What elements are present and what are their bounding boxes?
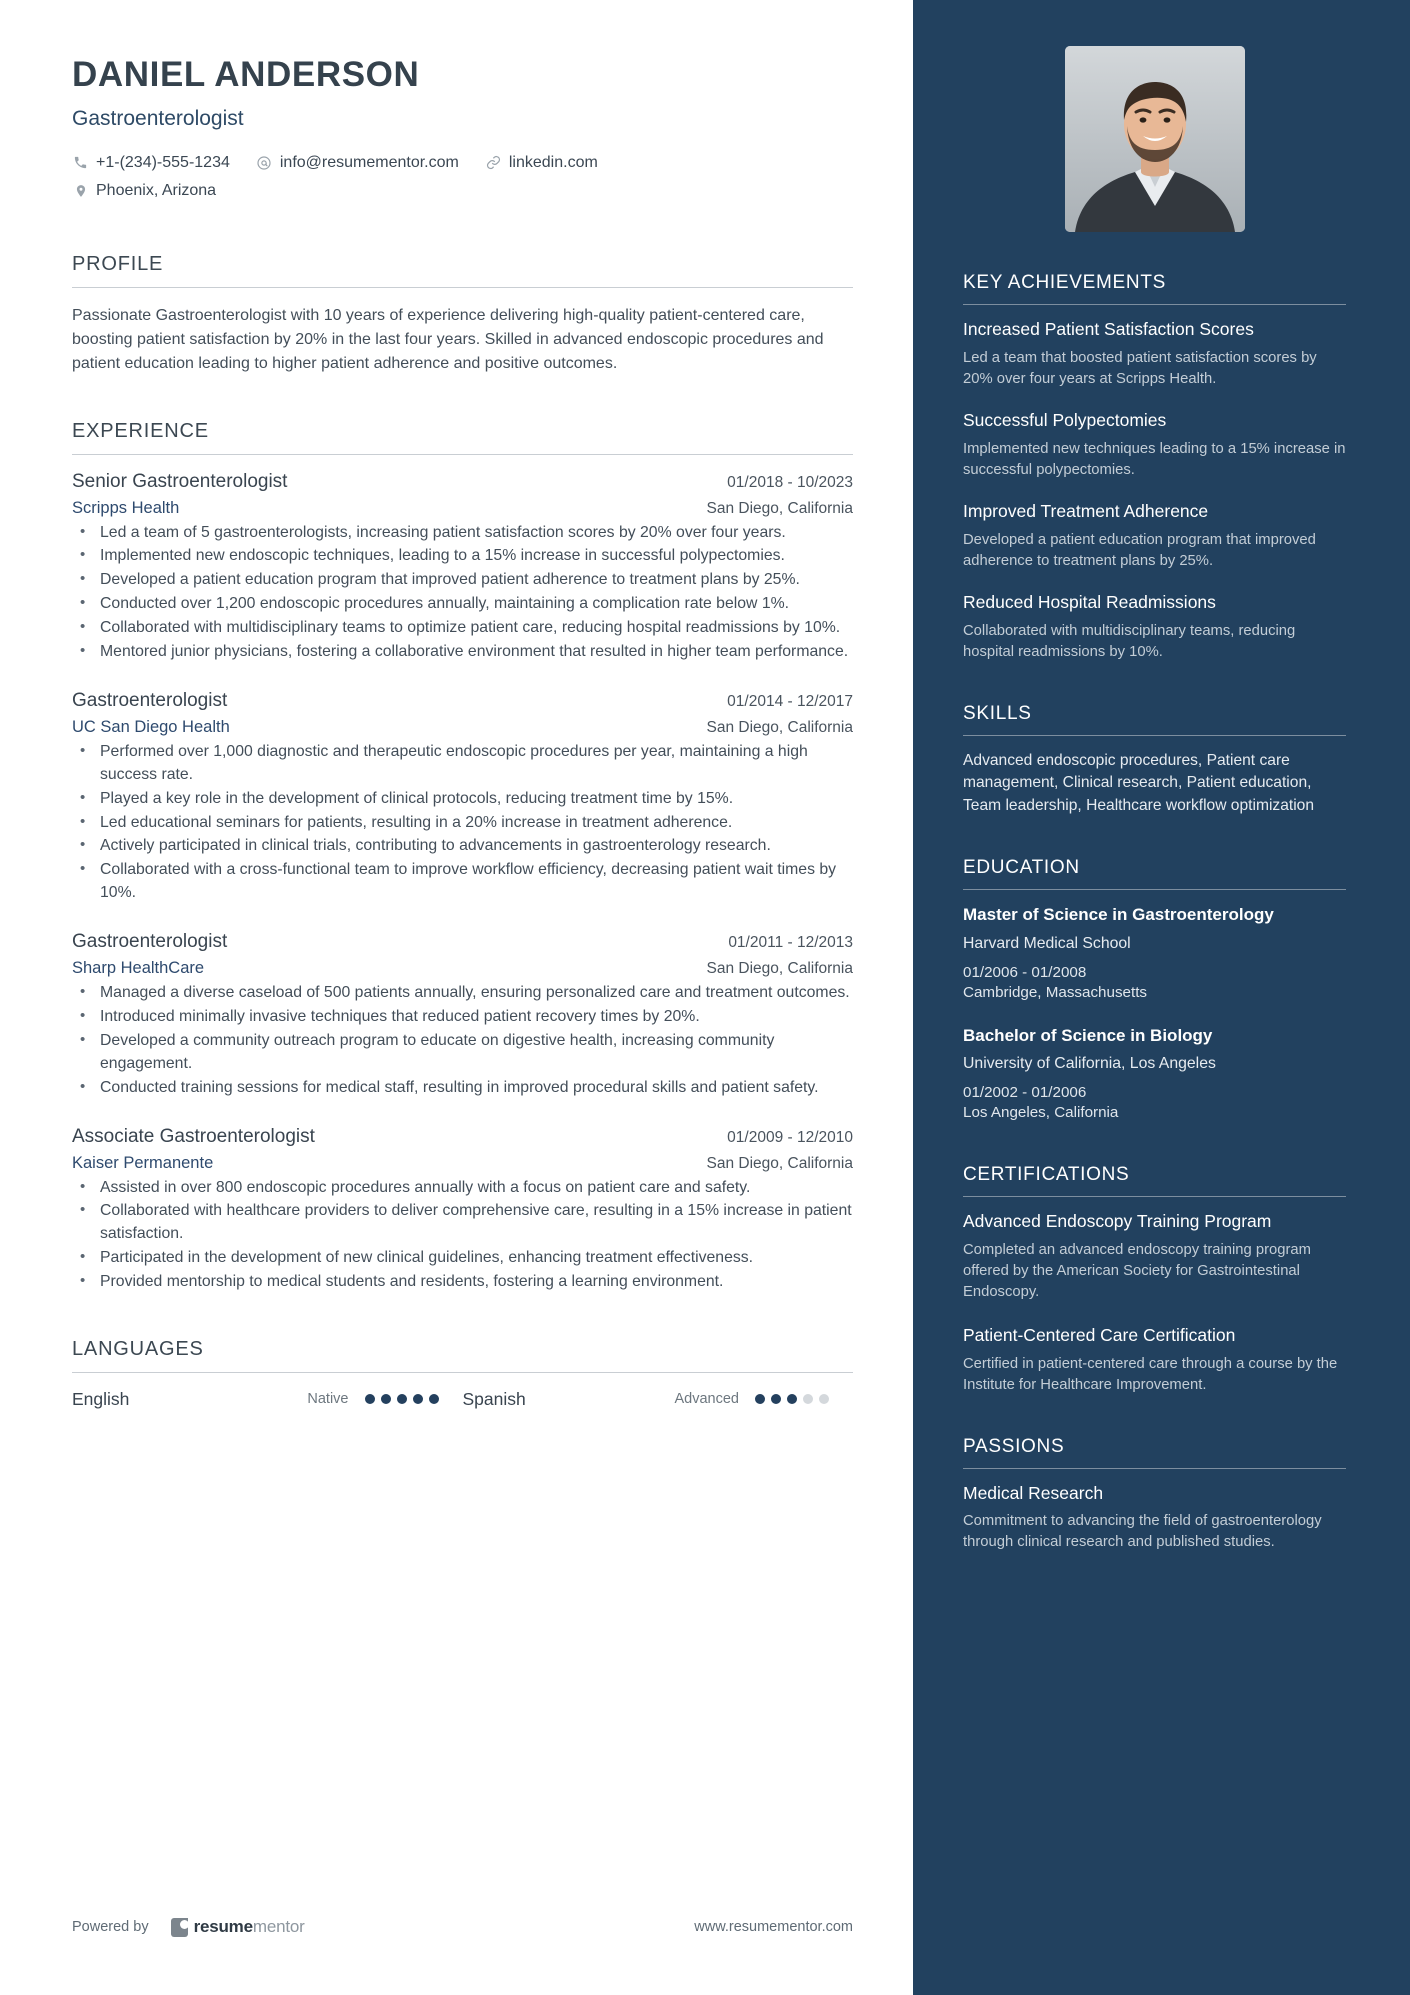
job-bullet: • Developed a community outreach program to educate on digestive health, increasing community engagement. bbox=[72, 1030, 853, 1076]
job-bullet: • Collaborated with healthcare providers to deliver comprehensive care, resulting in a 15% increase in patient satisfaction. bbox=[72, 1200, 853, 1246]
rating-dot bbox=[397, 1394, 407, 1404]
rating-dot bbox=[365, 1394, 375, 1404]
job-role: Gastroenterologist bbox=[72, 689, 228, 711]
job-role: Senior Gastroenterologist bbox=[72, 470, 288, 492]
job-dates: 01/2011 - 12/2013 bbox=[728, 934, 853, 952]
job-bullets bbox=[72, 982, 853, 1099]
job-bullet: • Managed a diverse caseload of 500 patients annually, ensuring personalized care and treatment outcomes. bbox=[72, 982, 853, 1005]
passion-item bbox=[963, 1483, 1346, 1553]
language-rating-dots bbox=[365, 1394, 439, 1404]
contact-info bbox=[72, 149, 853, 205]
languages-row bbox=[72, 1389, 853, 1410]
job-bullet: • Mentored junior physicians, fostering a collaborative environment that resulted in higher team performance. bbox=[72, 641, 853, 664]
passion-title: Medical Research bbox=[963, 1482, 1104, 1503]
rating-dot bbox=[787, 1394, 797, 1404]
job-bullet: • Provided mentorship to medical students and residents, fostering a learning environment. bbox=[72, 1271, 853, 1294]
job-bullet: • Conducted over 1,200 endoscopic procedures annually, maintaining a complication rate below 1%. bbox=[72, 593, 853, 616]
achievement-desc: Led a team that boosted patient satisfaction scores by 20% over four years at Scripps Health. bbox=[963, 349, 1317, 387]
resumementor-logo[interactable] bbox=[171, 1917, 305, 1937]
candidate-name: DANIEL ANDERSON bbox=[72, 55, 420, 94]
achievement-item bbox=[963, 410, 1346, 481]
job-location: San Diego, California bbox=[706, 1154, 853, 1172]
language-level: Native bbox=[307, 1391, 349, 1408]
job-bullet: • Participated in the development of new clinical guidelines, enhancing treatment effectiveness. bbox=[72, 1247, 853, 1270]
page-footer bbox=[72, 1917, 853, 1937]
education-location: Cambridge, Massachusetts bbox=[963, 984, 1148, 1002]
job-bullet: • Actively participated in clinical trials, contributing to advancements in gastroenterology research. bbox=[72, 835, 853, 858]
experience-item bbox=[72, 931, 853, 1099]
certification-item bbox=[963, 1325, 1346, 1396]
sidebar-column bbox=[913, 0, 1410, 1995]
portrait-illustration bbox=[1065, 46, 1245, 232]
certification-title: Patient-Centered Care Certification bbox=[963, 1324, 1236, 1345]
job-company: Kaiser Permanente bbox=[72, 1153, 214, 1172]
job-dates: 01/2014 - 12/2017 bbox=[727, 692, 853, 710]
language-level: Advanced bbox=[674, 1391, 739, 1408]
footer-website[interactable]: www.resumementor.com bbox=[694, 1919, 853, 1935]
resumementor-mark-icon bbox=[171, 1918, 188, 1937]
contact-link-text: linkedin.com bbox=[508, 153, 598, 171]
location-icon bbox=[72, 182, 89, 199]
certification-item bbox=[963, 1211, 1346, 1303]
job-role: Gastroenterologist bbox=[72, 931, 228, 953]
contact-email-text: info@resumementor.com bbox=[279, 153, 459, 171]
contact-phone-text: +1-(234)-555-1234 bbox=[96, 153, 230, 171]
profile-photo-wrap bbox=[963, 46, 1346, 232]
experience-section bbox=[72, 420, 853, 1294]
job-bullet: • Played a key role in the development of clinical protocols, reducing treatment time by 15%. bbox=[72, 788, 853, 811]
achievements-section bbox=[963, 272, 1346, 663]
job-bullet: • Collaborated with a cross-functional team to improve workflow efficiency, decreasing patient wait times by 10%. bbox=[72, 859, 853, 905]
profile-heading: PROFILE bbox=[72, 253, 853, 288]
job-dates: 01/2018 - 10/2023 bbox=[727, 473, 853, 491]
passions-section bbox=[963, 1436, 1346, 1553]
contact-email[interactable] bbox=[256, 149, 459, 177]
footer-branding bbox=[72, 1917, 305, 1937]
job-bullet: • Performed over 1,000 diagnostic and therapeutic endoscopic procedures per year, maintaining a high success rate. bbox=[72, 741, 853, 787]
education-school: University of California, Los Angeles bbox=[963, 1054, 1216, 1072]
education-location: Los Angeles, California bbox=[963, 1104, 1119, 1122]
skills-section bbox=[963, 703, 1346, 818]
job-bullet: • Led educational seminars for patients, resulting in a 20% increase in treatment adherence. bbox=[72, 812, 853, 835]
achievement-desc: Collaborated with multidisciplinary teams, reducing hospital readmissions by 10%. bbox=[963, 622, 1296, 660]
job-company: UC San Diego Health bbox=[72, 717, 230, 736]
email-icon bbox=[256, 154, 273, 171]
job-dates: 01/2009 - 12/2010 bbox=[727, 1128, 853, 1146]
job-location: San Diego, California bbox=[706, 718, 853, 736]
job-role: Associate Gastroenterologist bbox=[72, 1125, 315, 1147]
achievement-title: Improved Treatment Adherence bbox=[963, 500, 1209, 521]
achievements-heading: KEY ACHIEVEMENTS bbox=[963, 272, 1346, 305]
education-school: Harvard Medical School bbox=[963, 934, 1131, 952]
experience-item bbox=[72, 690, 853, 905]
job-bullet: • Conducted training sessions for medical staff, resulting in improved procedural skills and patient safety. bbox=[72, 1077, 853, 1100]
rating-dot bbox=[771, 1394, 781, 1404]
job-bullet: • Led a team of 5 gastroenterologists, increasing patient satisfaction scores by 20% over four years. bbox=[72, 522, 853, 545]
contact-link[interactable] bbox=[485, 149, 598, 177]
experience-item bbox=[72, 1126, 853, 1294]
achievement-title: Reduced Hospital Readmissions bbox=[963, 591, 1216, 612]
job-company: Scripps Health bbox=[72, 498, 180, 517]
achievement-title: Successful Polypectomies bbox=[963, 409, 1167, 430]
education-degree: Master of Science in Gastroenterology bbox=[963, 905, 1274, 925]
certifications-heading: CERTIFICATIONS bbox=[963, 1164, 1346, 1197]
languages-heading: LANGUAGES bbox=[72, 1338, 853, 1373]
education-dates: 01/2006 - 01/2008 bbox=[963, 963, 1087, 981]
skills-text: Advanced endoscopic procedures, Patient care management, Clinical research, Patient education, Team leadership, Healthcare workflow optimization bbox=[963, 751, 1315, 814]
achievement-desc: Developed a patient education program that improved adherence to treatment plans by 25%. bbox=[963, 531, 1316, 569]
languages-section bbox=[72, 1338, 853, 1410]
phone-icon bbox=[72, 154, 89, 171]
job-bullet: • Assisted in over 800 endoscopic procedures annually with a focus on patient care and safety. bbox=[72, 1177, 853, 1200]
achievement-desc: Implemented new techniques leading to a 15% increase in successful polypectomies. bbox=[963, 440, 1346, 478]
profile-section bbox=[72, 253, 853, 376]
rating-dot bbox=[803, 1394, 813, 1404]
experience-item bbox=[72, 471, 853, 664]
education-section bbox=[963, 857, 1346, 1124]
contact-phone[interactable] bbox=[72, 149, 230, 177]
contact-location-text: Phoenix, Arizona bbox=[96, 181, 217, 199]
job-bullets bbox=[72, 522, 853, 664]
certification-desc: Certified in patient-centered care through a course by the Institute for Healthcare Improvement. bbox=[963, 1355, 1338, 1393]
education-heading: EDUCATION bbox=[963, 857, 1346, 890]
job-bullets bbox=[72, 1177, 853, 1294]
achievement-item bbox=[963, 592, 1346, 663]
education-item bbox=[963, 1025, 1346, 1124]
rating-dot bbox=[381, 1394, 391, 1404]
education-degree: Bachelor of Science in Biology bbox=[963, 1025, 1213, 1045]
job-bullet: • Introduced minimally invasive techniques that reduced patient recovery times by 20%. bbox=[72, 1006, 853, 1029]
job-bullet: • Implemented new endoscopic techniques, leading to a 15% increase in successful polypectomies. bbox=[72, 545, 853, 568]
contact-location bbox=[72, 177, 216, 205]
certification-title: Advanced Endoscopy Training Program bbox=[963, 1210, 1272, 1231]
job-company: Sharp HealthCare bbox=[72, 959, 205, 978]
education-item bbox=[963, 904, 1346, 1003]
language-name: Spanish bbox=[462, 1388, 526, 1409]
language-item bbox=[72, 1389, 463, 1410]
brand-name-light: mentor bbox=[252, 1917, 305, 1936]
passion-desc: Commitment to advancing the field of gastroenterology through clinical research and published studies. bbox=[963, 1512, 1322, 1550]
rating-dot bbox=[819, 1394, 829, 1404]
job-bullets bbox=[72, 741, 853, 905]
rating-dot bbox=[429, 1394, 439, 1404]
education-dates: 01/2002 - 01/2006 bbox=[963, 1083, 1087, 1101]
experience-heading: EXPERIENCE bbox=[72, 420, 853, 455]
profile-text: Passionate Gastroenterologist with 10 years of experience delivering high-quality patient-centered care, boosting patient satisfaction by 20% in the last four years. Skilled in advanced endoscopic procedures and patient education leading to higher patient adherence and positive outcomes. bbox=[72, 306, 824, 372]
certifications-section bbox=[963, 1164, 1346, 1396]
job-location: San Diego, California bbox=[706, 499, 853, 517]
achievement-item bbox=[963, 319, 1346, 390]
achievement-item bbox=[963, 501, 1346, 572]
rating-dot bbox=[413, 1394, 423, 1404]
rating-dot bbox=[755, 1394, 765, 1404]
job-bullet: • Collaborated with multidisciplinary teams to optimize patient care, reducing hospital readmissions by 10%. bbox=[72, 617, 853, 640]
avatar bbox=[1065, 46, 1245, 232]
achievement-title: Increased Patient Satisfaction Scores bbox=[963, 319, 1254, 339]
certification-desc: Completed an advanced endoscopy training program offered by the American Society for Gastrointestinal Endoscopy. bbox=[963, 1241, 1311, 1300]
link-icon bbox=[485, 154, 502, 171]
language-item bbox=[463, 1389, 854, 1410]
job-location: San Diego, California bbox=[706, 960, 853, 978]
brand-name-bold: resume bbox=[193, 1917, 253, 1936]
powered-by-label: Powered by bbox=[72, 1919, 149, 1935]
passions-heading: PASSIONS bbox=[963, 1436, 1346, 1469]
language-rating-dots bbox=[755, 1394, 829, 1404]
language-name: English bbox=[72, 1388, 130, 1409]
skills-heading: SKILLS bbox=[963, 703, 1346, 736]
candidate-job-title: Gastroenterologist bbox=[72, 106, 244, 130]
job-bullet: • Developed a patient education program that improved patient adherence to treatment plans by 25%. bbox=[72, 569, 853, 592]
